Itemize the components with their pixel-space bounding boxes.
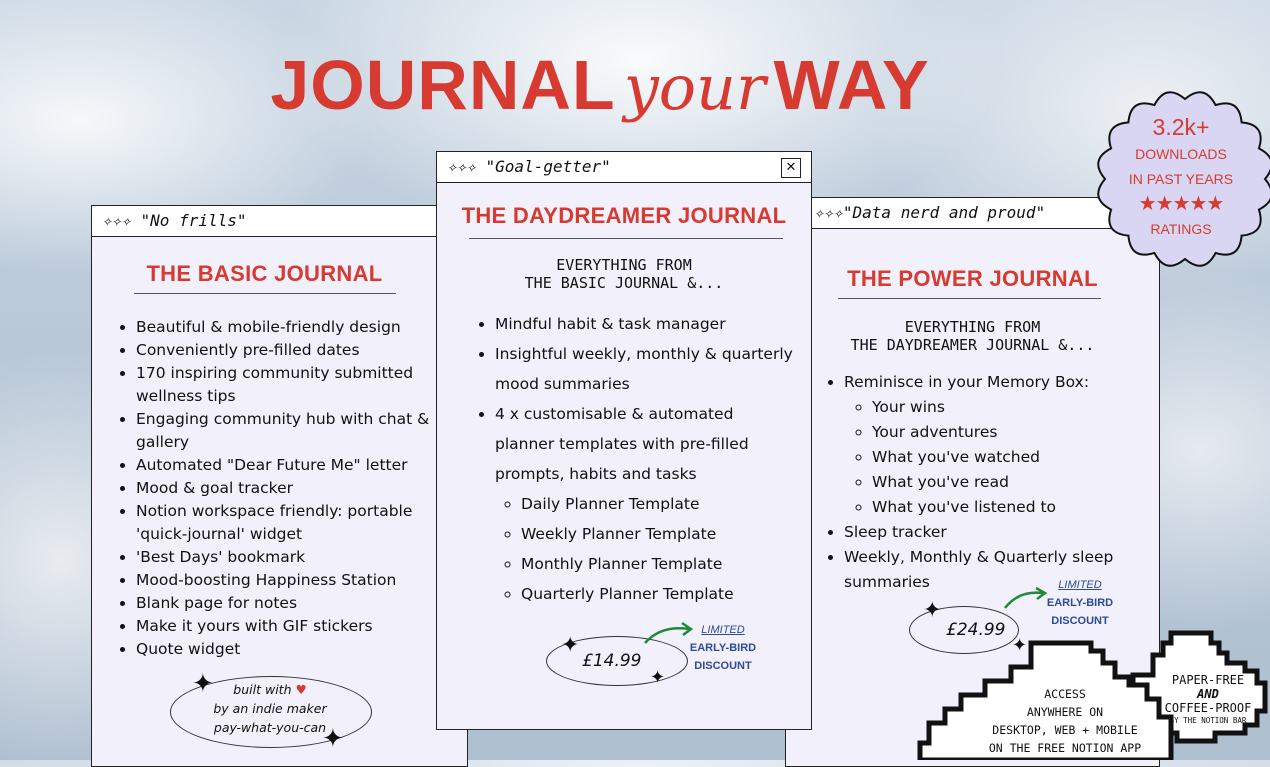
- power-feature-list: [822, 370, 1154, 595]
- page-title: [0, 45, 1200, 125]
- list-item: • Sleep tracker: [844, 520, 1154, 545]
- sparkle-icon: ✦: [192, 669, 214, 699]
- badge-count: 3.2k+: [1152, 114, 1210, 140]
- sparkle-icon: ✦: [923, 598, 942, 623]
- daydreamer-everything-from: EVERYTHING FROM THE BASIC JOURNAL &...: [524, 256, 724, 292]
- memory-box-item: • Reminisce in your Memory Box: ◦ Your wins ◦ Your adventures ◦ What you've watched ◦ What you've read ◦ What you've listened to: [844, 370, 1154, 520]
- downloads-badge: [1093, 82, 1270, 277]
- list-item: • Notion workspace friendly: portable 'quick-journal' widget: [136, 500, 436, 546]
- notion-bar-credit: BY THE NOTION BAR: [1169, 716, 1247, 725]
- list-item: ◦ Your adventures: [872, 420, 1154, 445]
- daydreamer-title-rule: [469, 238, 783, 239]
- list-item: ◦ Quarterly Planner Template: [521, 579, 795, 609]
- rating-stars: ★★★★★: [1138, 193, 1224, 215]
- list-item: • Quote widget: [136, 638, 436, 661]
- daydreamer-offer: [683, 621, 763, 675]
- list-item: • Weekly, Monthly & Quarterly sleep summaries: [844, 545, 1154, 595]
- title-way: WAY: [773, 46, 930, 124]
- badge-line3: RATINGS: [1150, 221, 1212, 237]
- paper-free-text: PAPER-FREE AND COFFEE-PROOF BY THE NOTION BAR: [1148, 673, 1268, 727]
- list-item: • Mood & goal tracker: [136, 477, 436, 500]
- power-limited-label: LIMITED: [1058, 579, 1102, 591]
- power-title-rule: [838, 298, 1101, 299]
- list-item: ◦ Monthly Planner Template: [521, 549, 795, 579]
- list-item: • Insightful weekly, monthly & quarterly mood summaries: [495, 339, 795, 399]
- list-item: • Automated "Dear Future Me" letter: [136, 454, 436, 477]
- list-item: • Conveniently pre-filled dates: [136, 339, 436, 362]
- close-icon[interactable]: ✕: [781, 158, 801, 178]
- badge-line1: DOWNLOADS: [1135, 146, 1227, 162]
- list-item: • Blank page for notes: [136, 592, 436, 615]
- access-anywhere-text: ACCESS ANYWHERE ON DESKTOP, WEB + MOBILE ON THE FREE NOTION APP: [988, 687, 1142, 755]
- power-offer-line1: EARLY-BIRD: [1046, 597, 1114, 609]
- daydreamer-tagline: ✧✧✧ "Goal-getter" ✕: [437, 152, 811, 183]
- sparkle-icon: ✦: [650, 667, 666, 688]
- power-journal-title: THE POWER JOURNAL: [847, 266, 1098, 291]
- daydreamer-price: £14.99: [582, 651, 642, 671]
- sparkle-icon: ✦: [561, 633, 580, 658]
- maker-note: built with ♥ by an indie maker pay-what-you-can: [213, 682, 327, 735]
- list-item: • 4 x customisable & automated planner templates with pre-filled prompts, habits and tasks ◦ Daily Planner Template ◦ Weekly Planner Template ◦ Monthly Planner Template ◦ Quarterly Planner Template: [495, 399, 795, 609]
- list-item: • Make it yours with GIF stickers: [136, 615, 436, 638]
- daydreamer-journal-card: [436, 151, 812, 730]
- daydreamer-offer-line2: DISCOUNT: [694, 660, 752, 672]
- memory-box-sublist: [844, 395, 1154, 520]
- basic-feature-list: [114, 316, 436, 661]
- power-tagline: ✧✧✧"Data nerd and proud": [786, 198, 1159, 229]
- power-offer-line2: DISCOUNT: [1051, 615, 1109, 627]
- daydreamer-journal-title: THE DAYDREAMER JOURNAL: [461, 203, 787, 228]
- heart-icon: ♥: [295, 682, 307, 697]
- list-item: • Beautiful & mobile-friendly design: [136, 316, 436, 339]
- daydreamer-offer-line1: EARLY-BIRD: [689, 642, 757, 654]
- sparkle-icon: ✦: [322, 724, 344, 754]
- list-item: • 170 inspiring community submitted wellness tips: [136, 362, 436, 408]
- badge-line2: IN PAST YEARS: [1128, 171, 1234, 187]
- badge-text: [1101, 112, 1261, 242]
- list-item: • 'Best Days' bookmark: [136, 546, 436, 569]
- list-item: ◦ Your wins: [872, 395, 1154, 420]
- power-price: £24.99: [946, 620, 1006, 640]
- power-everything-from: EVERYTHING FROM THE DAYDREAMER JOURNAL &...: [850, 318, 1095, 354]
- list-item: • Engaging community hub with chat & gallery: [136, 408, 436, 454]
- list-item: ◦ What you've listened to: [872, 495, 1154, 520]
- basic-journal-card: [91, 205, 468, 767]
- title-journal: JOURNAL: [270, 46, 616, 124]
- list-item: ◦ What you've read: [872, 470, 1154, 495]
- power-offer: [1040, 576, 1120, 630]
- template-sublist: [495, 489, 795, 609]
- list-item: • Mood-boosting Happiness Station: [136, 569, 436, 592]
- basic-title-rule: [134, 293, 396, 294]
- list-item: ◦ What you've watched: [872, 445, 1154, 470]
- list-item: ◦ Daily Planner Template: [521, 489, 795, 519]
- basic-tagline: ✧✧✧ "No frills": [92, 206, 467, 237]
- title-your: your: [623, 51, 766, 124]
- basic-journal-title: THE BASIC JOURNAL: [146, 261, 383, 286]
- list-item: • Mindful habit & task manager: [495, 309, 795, 339]
- sparkle-icon: ✦: [1012, 635, 1028, 656]
- daydreamer-feature-list: [473, 309, 795, 609]
- daydreamer-limited-label: LIMITED: [701, 624, 745, 636]
- list-item: ◦ Weekly Planner Template: [521, 519, 795, 549]
